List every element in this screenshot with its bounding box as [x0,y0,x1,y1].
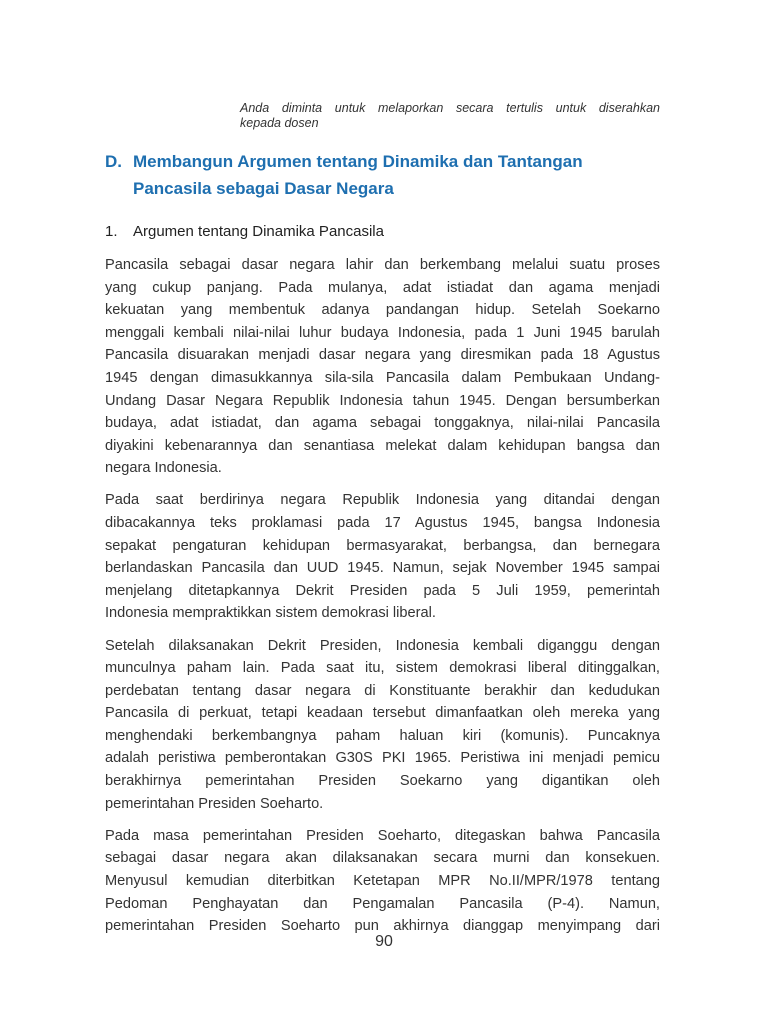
paragraph-line: Undang Dasar Negara Republik Indonesia tahun 1945. Dengan bersumberkan [105,392,660,409]
paragraph-line: perdebatan tentang dasar negara di Konstituante berakhir dan kedudukan [105,682,660,699]
paragraph-line: dibacakannya teks proklamasi pada 17 Agustus 1945, bangsa Indonesia [105,515,660,532]
section-letter: D. [105,152,122,171]
note-line: Anda diminta untuk melaporkan secara tertulis untuk diserahkan [240,101,660,115]
paragraph-line: kekuatan yang membentuk adanya pandangan hidup. Setelah Soekarno [105,302,660,319]
paragraph-line: Pedoman Penghayatan dan Pengamalan Pancasila (P-4). Namun, [105,895,660,912]
paragraph-line: Setelah dilaksanakan Dekrit Presiden, Indonesia kembali diganggu dengan [105,637,660,654]
subsection-heading [105,223,384,240]
assignment-note [240,101,660,131]
page-number: 90 [375,933,393,950]
paragraph-line: pemerintahan Presiden Soeharto pun akhirnya dianggap menyimpang dari [105,918,660,935]
paragraph-line: budaya, adat istiadat, dan agama sebagai tonggaknya, nilai-nilai Pancasila [105,415,660,432]
paragraph-line: pemerintahan Presiden Soeharto. [105,795,324,812]
subsection-title: Argumen tentang Dinamika Pancasila [133,223,384,240]
paragraph-line: menjelang ditetapkannya Dekrit Presiden pada 5 Juli 1959, pemerintah [105,582,660,599]
paragraph [105,825,660,938]
paragraph-line: menghendaki berkembangnya paham haluan kiri (komunis). Puncaknya [105,727,660,744]
body-text [105,254,660,947]
paragraph-line: diyakini kebenarannya dan senantiasa melekat dalam kehidupan bangsa dan [105,437,660,454]
paragraph-line: Indonesia mempraktikkan sistem demokrasi liberal. [105,605,436,622]
paragraph-line: Pancasila sebagai dasar negara lahir dan berkembang melalui suatu proses [105,257,660,273]
paragraph-line: negara Indonesia. [105,460,222,477]
paragraph-line: Menyusul kemudian diterbitkan Ketetapan MPR No.II/MPR/1978 tentang [105,872,660,889]
section-title-line: Pancasila sebagai Dasar Negara [133,179,394,198]
paragraph-line: sebagai dasar negara akan dilaksanakan secara murni dan konsekuen. [105,850,660,867]
paragraph-line: Pada saat berdirinya negara Republik Indonesia yang ditandai dengan [105,492,660,509]
paragraph-line: munculnya paham lain. Pada saat itu, sistem demokrasi liberal ditinggalkan, [105,660,660,677]
paragraph [105,635,660,816]
paragraph-line: 1945 dengan dimasukkannya sila-sila Pancasila dalam Pembukaan Undang- [105,369,660,386]
subsection-number: 1. [105,223,118,240]
paragraph-line: berlandaskan Pancasila dan UUD 1945. Namun, sejak November 1945 sampai [105,560,660,577]
paragraph-line: menggali kembali nilai-nilai luhur budaya Indonesia, pada 1 Juni 1945 barulah [105,324,660,341]
section-title-line: Membangun Argumen tentang Dinamika dan Tantangan [133,152,583,171]
paragraph [105,254,660,480]
paragraph-line: sepakat pengaturan kehidupan bermasyarakat, berbangsa, dan bernegara [105,537,660,554]
note-line: kepada dosen [240,116,319,130]
paragraph-line: Pancasila disuarakan menjadi dasar negara yang diresmikan pada 18 Agustus [105,347,660,364]
section-heading [105,148,583,202]
paragraph-line: berakhirnya pemerintahan Presiden Soekarno yang digantikan oleh [105,773,660,790]
paragraph [105,489,660,625]
paragraph-line: yang cukup panjang. Pada mulanya, adat istiadat dan agama menjadi [105,279,660,296]
paragraph-line: adalah peristiwa pemberontakan G30S PKI 1965. Peristiwa ini menjadi pemicu [105,750,660,767]
paragraph-line: Pancasila di perkuat, tetapi keadaan tersebut dimanfaatkan oleh mereka yang [105,705,660,722]
paragraph-line: Pada masa pemerintahan Presiden Soeharto, ditegaskan bahwa Pancasila [105,827,660,844]
